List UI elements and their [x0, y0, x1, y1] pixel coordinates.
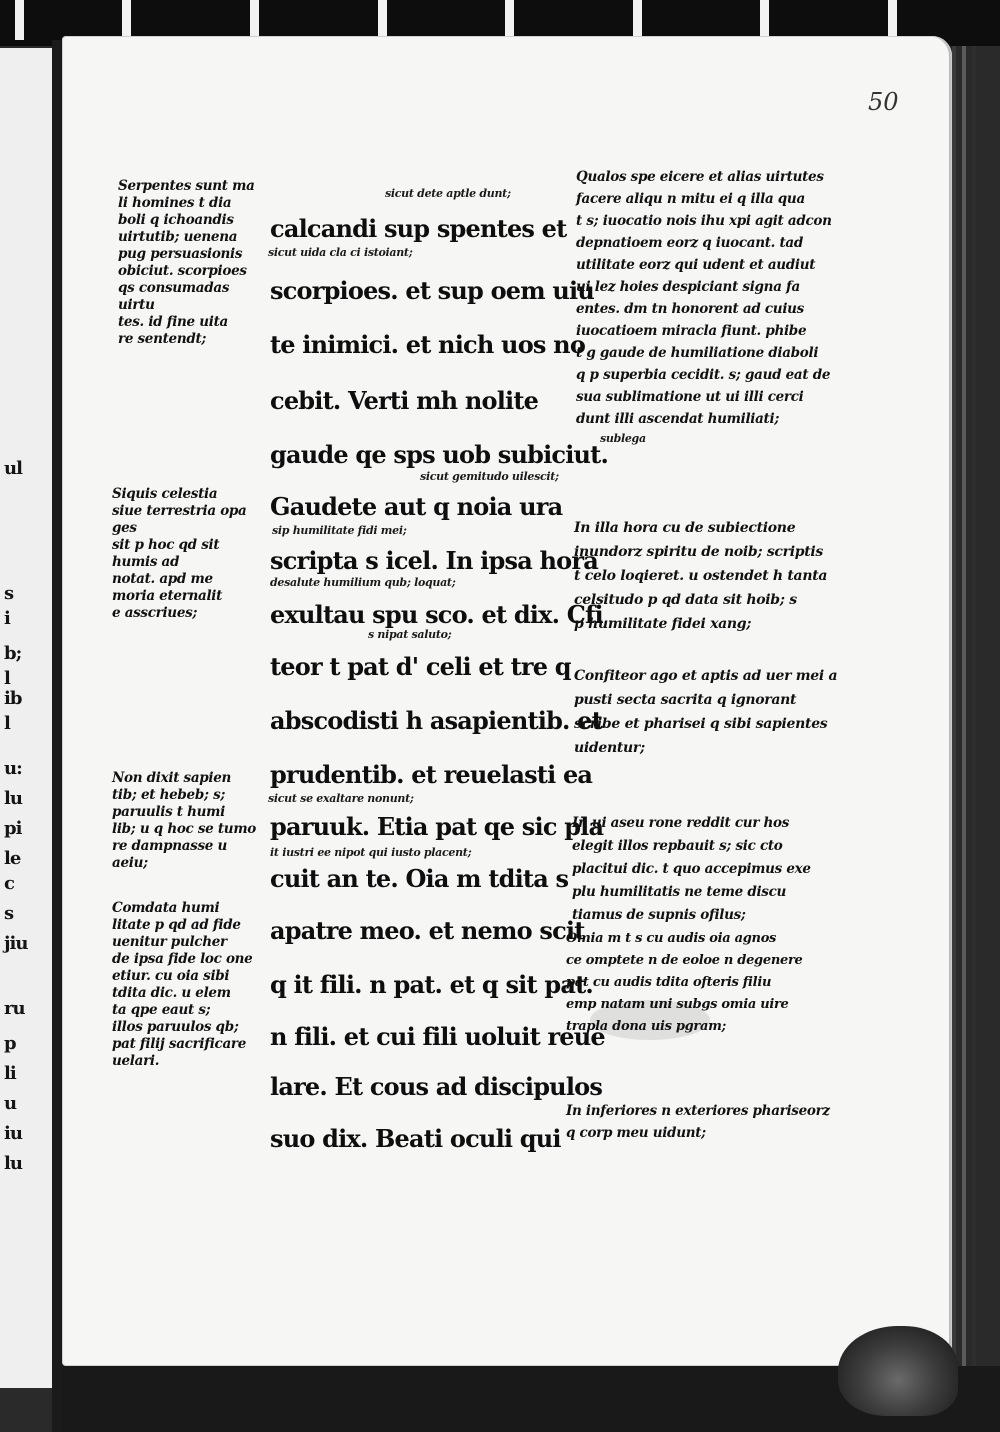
main-text-line: scripta s icel. In ipsa hora: [270, 546, 598, 575]
left-fragment: ru: [4, 998, 25, 1019]
right-gloss-omnia: Omia m t s cu audis oia agnos ce omptete n de eoloe n degenere pat cu audis tdita ofteris filiu emp natam uni subgs omia uire trapla dona uis pgram;: [566, 931, 803, 1034]
main-text-line: abscodisti h asapientib. et: [270, 706, 602, 735]
interlinear-gloss: sicut gemitudo uilescit;: [420, 470, 559, 483]
main-text-line: paruuk. Etia pat qe sic pla: [270, 812, 604, 841]
band-mark: [888, 0, 897, 40]
left-fragment: li: [4, 1063, 16, 1084]
interlinear-gloss: sicut uida cla ci istoiant;: [268, 246, 413, 259]
left-gloss-serpentes: Serpentes sunt ma li homines t dia boli q ichoandis uirtutib; uenena pug persuasionis obiciut. scorpioes qs consumadas uirtu tes. id fine uita re sentendt;: [118, 178, 255, 347]
left-fragment: lu: [4, 1153, 22, 1174]
left-fragment: lu: [4, 788, 22, 809]
left-gloss-comdata: Comdata humi litate p qd ad fide uenitur pulcher de ipsa fide loc one etiur. cu oia sibi tdita dic. u elem ta qpe eaut s; illos paruulos qb; pat filij sacrificare uelari.: [112, 900, 253, 1069]
right-gloss-in-illa-hora: In illa hora cu de subiectione inundorz spiritu de noib; scriptis t celo loqieret. u ostendet h tanta celsitudo p qd data sit hoib; s p humilitate fidei xang;: [574, 520, 828, 632]
previous-page-fragment: [0, 48, 55, 1388]
left-fragment: s: [4, 903, 14, 924]
right-gloss-malos: Qualos spe eicere et alias uirtutes facere aliqu n mitu ei q illa qua t s; iuocatio nois ihu xpi agit adcon depnatioem eorz q iuocant. tad utilitate eorz qui udent et audiut ui lez hoies despiciant signa fa entes. dm tn honorent ad cuius iuocatioem miracla fiunt. phibe t g gaude de humiliatione diaboli q p superbia cecidit. s; gaud eat de sua sublimatione ut ui illi cerci dunt illi ascendat humiliati;: [576, 169, 832, 427]
interlinear-gloss: sicut se exaltare nonunt;: [268, 792, 414, 805]
page-edge: [962, 46, 966, 1376]
left-fragment: iu: [4, 1123, 22, 1144]
left-fragment: l: [4, 713, 10, 734]
holding-thumb: [838, 1326, 958, 1416]
band-mark: [250, 0, 259, 40]
left-fragment: u:: [4, 758, 22, 779]
interlinear-gloss: sicut dete aptle dunt;: [385, 187, 511, 200]
left-fragment: c: [4, 873, 14, 894]
band-mark: [122, 0, 131, 40]
folio-number: 50: [868, 88, 899, 116]
main-text-line: teor t pat d' celi et tre q: [270, 652, 571, 681]
interlinear-gloss: sip humilitate fidi mei;: [272, 524, 407, 537]
page-edge: [952, 46, 956, 1366]
interlinear-gloss: sublega: [600, 432, 646, 445]
band-mark: [505, 0, 514, 40]
left-fragment: jiu: [4, 933, 28, 954]
left-fragment: i: [4, 608, 10, 629]
band-mark: [760, 0, 769, 40]
main-text-line: exultau spu sco. et dix. Cfi: [270, 600, 603, 629]
main-text-line: gaude qe sps uob subiciut.: [270, 440, 609, 469]
main-text-line: Gaudete aut q noia ura: [270, 492, 563, 521]
main-text-line: apatre meo. et nemo scit: [270, 916, 585, 945]
main-text-line: suo dix. Beati oculi qui: [270, 1124, 561, 1153]
band-mark: [15, 0, 24, 40]
page-edge: [972, 46, 976, 1386]
main-text-line: prudentib. et reuelasti ea: [270, 760, 593, 789]
left-gloss-siquis: Siquis celestia siue terrestria opa ges sit p hoc qd sit humis ad notat. apd me moria eternalit e asscriues;: [112, 486, 247, 621]
right-gloss-confiteor: Confiteor ago et aptis ad uer mei a pusti secta sacrita q ignorant scribe et pharisei q sibi sapientes uidentur;: [574, 668, 838, 756]
left-fragment: le: [4, 848, 21, 869]
left-fragment: l: [4, 668, 10, 689]
interlinear-gloss: it iustri ee nipot qui iusto placent;: [270, 846, 472, 859]
left-fragment: u: [4, 1093, 17, 1114]
main-text-line: calcandi sup spentes et: [270, 214, 567, 243]
main-text-line: q it fili. n pat. et q sit pat.: [270, 970, 593, 999]
main-text-line: cebit. Verti mh nolite: [270, 386, 539, 415]
left-fragment: ib: [4, 688, 22, 709]
main-text-line: te inimici. et nich uos no: [270, 330, 586, 359]
left-fragment: s: [4, 583, 14, 604]
right-gloss-interiores: In inferiores n exteriores phariseorz q corp meu uidunt;: [566, 1103, 830, 1141]
left-fragment: p: [4, 1033, 16, 1054]
right-gloss-ita-pater: In ui aseu rone reddit cur hos elegit illos repbauit s; sic cto placitui dic. t quo accepimus exe plu humilitatis ne teme discu tiamus de supnis ofilus;: [572, 815, 811, 923]
band-mark: [378, 0, 387, 40]
main-text-line: cuit an te. Oia m tdita s: [270, 864, 569, 893]
interlinear-gloss: s nipat saluto;: [368, 628, 452, 641]
left-fragment: ul: [4, 458, 22, 479]
band-mark: [633, 0, 642, 40]
interlinear-gloss: desalute humilium qub; loquat;: [270, 576, 456, 589]
left-fragment: b;: [4, 643, 22, 664]
main-text-line: scorpioes. et sup oem uiu: [270, 276, 595, 305]
left-gloss-non-dixit: Non dixit sapien tib; et hebeb; s; paruulis t humi lib; u q hoc se tumo re dampnasse u aeiu;: [112, 770, 257, 871]
left-fragment: pi: [4, 818, 22, 839]
main-text-line: lare. Et cous ad discipulos: [270, 1072, 603, 1101]
main-text-line: n fili. et cui fili uoluit reue: [270, 1022, 605, 1051]
